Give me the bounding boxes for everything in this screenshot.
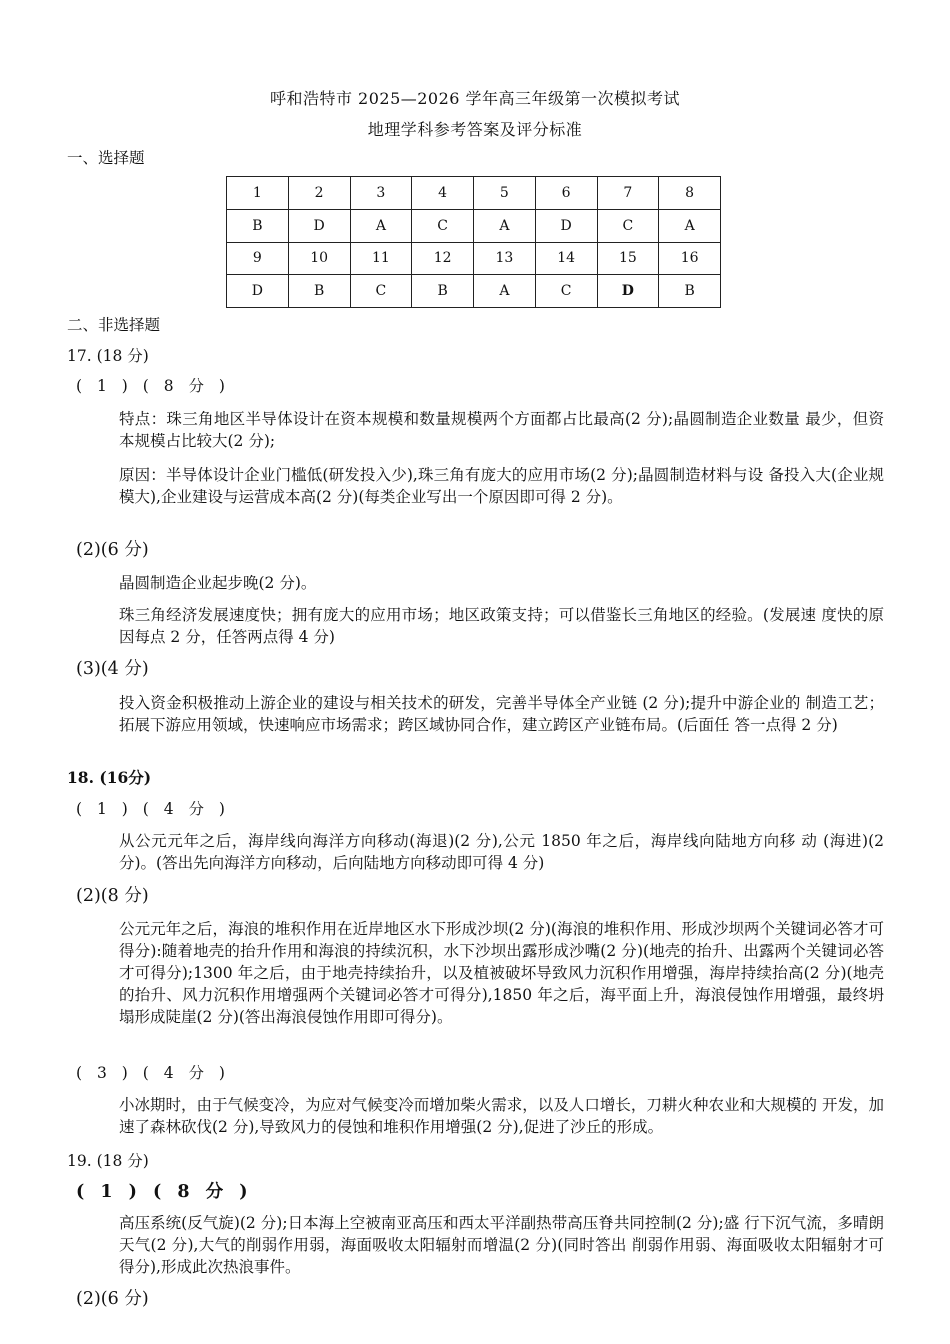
q18-heading: 18. (16分)	[67, 768, 152, 787]
table-cell: C	[350, 275, 412, 308]
section-1-title: 一、选择题	[67, 149, 145, 167]
document-subtitle: 地理学科参考答案及评分标准	[367, 120, 583, 139]
table-cell: 5	[474, 177, 536, 210]
table-row	[227, 177, 721, 210]
table-cell: 11	[350, 242, 412, 275]
q18-part3-paragraph-1: 小冰期时，由于气候变冷，为应对气候变冷而增加柴火需求，以及人口增长，刀耕火种农业和大规模的 开发，加速了森林砍伐(2 分),导致风力的侵蚀和堆积作用增强(2 分),促进了沙丘的形成。	[119, 1096, 884, 1136]
table-cell: 13	[474, 242, 536, 275]
table-cell: 16	[659, 242, 721, 275]
q17-part2-paragraph-1: 晶圆制造企业起步晚(2 分)。	[119, 574, 317, 592]
table-cell: D	[535, 209, 597, 242]
document-title: 呼和浩特市 2025—2026 学年高三年级第一次模拟考试	[269, 89, 681, 108]
q17-part1-paragraph-1: 特点：珠三角地区半导体设计在资本规模和数量规模两个方面都占比最高(2 分);晶圆制造企业数量 最少，但资本规模占比较大(2 分);	[119, 410, 884, 450]
table-cell: A	[474, 275, 536, 308]
q17-part2-paragraph-2: 珠三角经济发展速度快；拥有庞大的应用市场；地区政策支持；可以借鉴长三角地区的经验。(发展速 度快的原因每点 2 分，任答两点得 4 分)	[119, 606, 884, 646]
q17-part1-heading: ( 1 ) ( 8 分 )	[76, 377, 230, 395]
table-cell: D	[288, 209, 350, 242]
table-cell: D	[227, 275, 289, 308]
table-cell: 4	[412, 177, 474, 210]
q17-part3-paragraph-1: 投入资金积极推动上游企业的建设与相关技术的研发，完善半导体全产业链 (2 分);提升中游企业的 制造工艺；拓展下游应用领域，快速响应市场需求；跨区域协同合作，建立跨区产业链布局。(后面任 答一点得 2 分)	[119, 694, 884, 734]
q18-part1-heading: ( 1 ) ( 4 分 )	[76, 800, 230, 818]
table-cell: C	[597, 209, 659, 242]
table-cell: 12	[412, 242, 474, 275]
table-cell: C	[412, 209, 474, 242]
table-cell: B	[288, 275, 350, 308]
q17-part1-paragraph-2: 原因：半导体设计企业门槛低(研发投入少),珠三角有庞大的应用市场(2 分);晶圆制造材料与设 备投入大(企业规模大),企业建设与运营成本高(2 分)(每类企业写出一个原因即可得 2 分)。	[119, 466, 884, 506]
table-cell: 15	[597, 242, 659, 275]
table-row	[227, 209, 721, 242]
q18-part2-paragraph-1: 公元元年之后，海浪的堆积作用在近岸地区水下形成沙坝(2 分)(海浪的堆积作用、形成沙坝两个关键词必答才可得分):随着地壳的抬升作用和海浪的持续沉积，水下沙坝出露形成沙嘴(2 分)(地壳的抬升、出露两个关键词必答才可得分);1300 年之后，由于地壳持续抬升，以及植被破坏导致风力沉积作用增强，海岸持续抬高(2 分)(地壳的抬升、风力沉积作用增强两个关键词必答才可得分),1850 年之后，海平面上升，海浪侵蚀作用增强，最终坍塌形成陡崖(2 分)(答出海浪侵蚀作用即可得分)。	[119, 920, 884, 1026]
table-cell: B	[227, 209, 289, 242]
q17-heading: 17. (18 分)	[67, 347, 149, 365]
table-cell: A	[350, 209, 412, 242]
q19-part1-heading: ( 1 ) ( 8 分 )	[76, 1182, 253, 1202]
table-cell: 14	[535, 242, 597, 275]
table-cell: 6	[535, 177, 597, 210]
section-2-title: 二、非选择题	[67, 316, 161, 334]
table-row	[227, 275, 721, 308]
q18-part1-paragraph-1: 从公元元年之后，海岸线向海洋方向移动(海退)(2 分),公元 1850 年之后，海岸线向陆地方向移 动 (海进)(2 分)。(答出先向海洋方向移动，后向陆地方向移动即可得 4 分)	[119, 832, 884, 872]
table-cell: B	[659, 275, 721, 308]
table-cell: 10	[288, 242, 350, 275]
q19-part2-heading: (2)(6 分)	[76, 1289, 149, 1309]
table-cell: D	[597, 275, 659, 308]
table-cell: A	[474, 209, 536, 242]
table-cell: 1	[227, 177, 289, 210]
q19-heading: 19. (18 分)	[67, 1152, 149, 1170]
table-cell: 3	[350, 177, 412, 210]
q17-part2-heading: (2)(6 分)	[76, 540, 149, 560]
table-cell: A	[659, 209, 721, 242]
table-cell: 2	[288, 177, 350, 210]
table-cell: 8	[659, 177, 721, 210]
answer-table	[226, 176, 721, 308]
table-cell: B	[412, 275, 474, 308]
table-cell: C	[535, 275, 597, 308]
q18-part2-heading: (2)(8 分)	[76, 886, 149, 906]
table-row	[227, 242, 721, 275]
q19-part1-paragraph-1: 高压系统(反气旋)(2 分);日本海上空被南亚高压和西太平洋副热带高压脊共同控制(2 分);盛 行下沉气流，多晴朗天气(2 分),大气的削弱作用弱，海面吸收太阳辐射而增温(2 分)(同时答出 削弱作用弱、海面吸收太阳辐射才可得分),形成此次热浪事件。	[119, 1214, 884, 1276]
table-cell: 9	[227, 242, 289, 275]
q17-part3-heading: (3)(4 分)	[76, 659, 149, 679]
table-cell: 7	[597, 177, 659, 210]
q18-part3-heading: ( 3 ) ( 4 分 )	[76, 1064, 230, 1082]
